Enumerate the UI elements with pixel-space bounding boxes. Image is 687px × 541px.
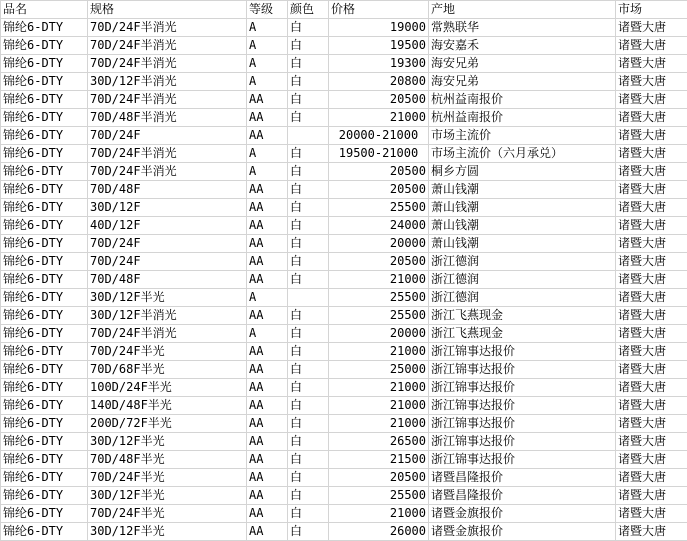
- table-row: [1, 343, 687, 361]
- product-cell: 锦纶6-DTY: [1, 253, 88, 271]
- table-row: [1, 55, 687, 73]
- price-cell: 20000-21000: [329, 127, 429, 145]
- product-cell: 锦纶6-DTY: [1, 127, 88, 145]
- color-cell: 白: [288, 307, 329, 325]
- spec-cell: 100D/24F半光: [88, 379, 247, 397]
- market-cell: 诸暨大唐: [616, 109, 687, 127]
- product-cell: 锦纶6-DTY: [1, 343, 88, 361]
- grade-cell: AA: [247, 127, 288, 145]
- color-cell: 白: [288, 523, 329, 541]
- product-cell: 锦纶6-DTY: [1, 379, 88, 397]
- grade-cell: AA: [247, 379, 288, 397]
- header-spec: 规格: [88, 1, 247, 19]
- market-cell: 诸暨大唐: [616, 361, 687, 379]
- origin-cell: 浙江锦事达报价: [429, 361, 616, 379]
- grade-cell: AA: [247, 199, 288, 217]
- color-cell: 白: [288, 235, 329, 253]
- header-origin: 产地: [429, 1, 616, 19]
- table-row: [1, 217, 687, 235]
- color-cell: 白: [288, 163, 329, 181]
- table-row: [1, 451, 687, 469]
- product-cell: 锦纶6-DTY: [1, 487, 88, 505]
- color-cell: 白: [288, 433, 329, 451]
- market-cell: 诸暨大唐: [616, 397, 687, 415]
- market-cell: 诸暨大唐: [616, 505, 687, 523]
- table-row: [1, 325, 687, 343]
- grade-cell: AA: [247, 505, 288, 523]
- origin-cell: 海安兄弟: [429, 55, 616, 73]
- spec-cell: 70D/48F: [88, 181, 247, 199]
- spec-cell: 70D/24F半消光: [88, 163, 247, 181]
- spec-cell: 70D/24F半消光: [88, 91, 247, 109]
- product-cell: 锦纶6-DTY: [1, 505, 88, 523]
- color-cell: 白: [288, 145, 329, 163]
- color-cell: 白: [288, 55, 329, 73]
- grade-cell: AA: [247, 235, 288, 253]
- table-row: [1, 145, 687, 163]
- table-row: [1, 415, 687, 433]
- grade-cell: AA: [247, 307, 288, 325]
- header-product: 品名: [1, 1, 88, 19]
- price-cell: 20500: [329, 181, 429, 199]
- origin-cell: 浙江锦事达报价: [429, 397, 616, 415]
- origin-cell: 常熟联华: [429, 19, 616, 37]
- product-cell: 锦纶6-DTY: [1, 433, 88, 451]
- grade-cell: A: [247, 163, 288, 181]
- table-row: [1, 289, 687, 307]
- spec-cell: 70D/24F半消光: [88, 37, 247, 55]
- price-cell: 20500: [329, 469, 429, 487]
- spec-cell: 30D/12F半消光: [88, 307, 247, 325]
- origin-cell: 海安嘉禾: [429, 37, 616, 55]
- grade-cell: AA: [247, 253, 288, 271]
- origin-cell: 诸暨金旗报价: [429, 523, 616, 541]
- spec-cell: 30D/12F半消光: [88, 73, 247, 91]
- grade-cell: AA: [247, 181, 288, 199]
- origin-cell: 萧山钱潮: [429, 181, 616, 199]
- price-cell: 21000: [329, 397, 429, 415]
- grade-cell: AA: [247, 469, 288, 487]
- origin-cell: 诸暨昌隆报价: [429, 487, 616, 505]
- spec-cell: 40D/12F: [88, 217, 247, 235]
- product-cell: 锦纶6-DTY: [1, 55, 88, 73]
- price-cell: 20500: [329, 91, 429, 109]
- color-cell: 白: [288, 181, 329, 199]
- table-row: [1, 361, 687, 379]
- origin-cell: 杭州益南报价: [429, 109, 616, 127]
- table-row: [1, 235, 687, 253]
- header-price: 价格: [329, 1, 429, 19]
- price-cell: 24000: [329, 217, 429, 235]
- color-cell: 白: [288, 37, 329, 55]
- product-cell: 锦纶6-DTY: [1, 181, 88, 199]
- product-cell: 锦纶6-DTY: [1, 271, 88, 289]
- product-cell: 锦纶6-DTY: [1, 397, 88, 415]
- color-cell: 白: [288, 379, 329, 397]
- color-cell: 白: [288, 73, 329, 91]
- market-cell: 诸暨大唐: [616, 523, 687, 541]
- table-row: [1, 397, 687, 415]
- market-cell: 诸暨大唐: [616, 433, 687, 451]
- origin-cell: 海安兄弟: [429, 73, 616, 91]
- market-cell: 诸暨大唐: [616, 127, 687, 145]
- price-cell: 21000: [329, 109, 429, 127]
- table-row: [1, 253, 687, 271]
- origin-cell: 萧山钱潮: [429, 199, 616, 217]
- grade-cell: AA: [247, 487, 288, 505]
- spec-cell: 70D/68F半光: [88, 361, 247, 379]
- price-cell: 20500: [329, 163, 429, 181]
- market-cell: 诸暨大唐: [616, 325, 687, 343]
- origin-cell: 浙江锦事达报价: [429, 379, 616, 397]
- origin-cell: 浙江锦事达报价: [429, 451, 616, 469]
- price-cell: 21000: [329, 415, 429, 433]
- grade-cell: AA: [247, 397, 288, 415]
- market-cell: 诸暨大唐: [616, 19, 687, 37]
- price-cell: 26500: [329, 433, 429, 451]
- price-cell: 25500: [329, 289, 429, 307]
- origin-cell: 诸暨昌隆报价: [429, 469, 616, 487]
- color-cell: 白: [288, 109, 329, 127]
- table-row: [1, 307, 687, 325]
- market-cell: 诸暨大唐: [616, 289, 687, 307]
- spec-cell: 70D/24F半光: [88, 505, 247, 523]
- product-cell: 锦纶6-DTY: [1, 523, 88, 541]
- color-cell: 白: [288, 469, 329, 487]
- spec-cell: 70D/24F半消光: [88, 55, 247, 73]
- market-cell: 诸暨大唐: [616, 55, 687, 73]
- market-cell: 诸暨大唐: [616, 271, 687, 289]
- market-cell: 诸暨大唐: [616, 163, 687, 181]
- price-cell: 21000: [329, 505, 429, 523]
- market-cell: 诸暨大唐: [616, 469, 687, 487]
- price-cell: 21500: [329, 451, 429, 469]
- grade-cell: AA: [247, 415, 288, 433]
- product-cell: 锦纶6-DTY: [1, 361, 88, 379]
- price-cell: 21000: [329, 271, 429, 289]
- product-cell: 锦纶6-DTY: [1, 217, 88, 235]
- product-cell: 锦纶6-DTY: [1, 307, 88, 325]
- product-cell: 锦纶6-DTY: [1, 37, 88, 55]
- table-row: [1, 163, 687, 181]
- spec-cell: 70D/48F半消光: [88, 109, 247, 127]
- market-cell: 诸暨大唐: [616, 415, 687, 433]
- grade-cell: AA: [247, 109, 288, 127]
- origin-cell: 市场主流价（六月承兑）: [429, 145, 616, 163]
- spec-cell: 70D/48F半光: [88, 451, 247, 469]
- origin-cell: 萧山钱潮: [429, 235, 616, 253]
- price-cell: 20800: [329, 73, 429, 91]
- market-cell: 诸暨大唐: [616, 307, 687, 325]
- price-cell: 20000: [329, 235, 429, 253]
- table-row: [1, 199, 687, 217]
- spec-cell: 30D/12F: [88, 199, 247, 217]
- table-row: [1, 379, 687, 397]
- market-cell: 诸暨大唐: [616, 91, 687, 109]
- grade-cell: AA: [247, 217, 288, 235]
- table-row: [1, 469, 687, 487]
- product-cell: 锦纶6-DTY: [1, 325, 88, 343]
- product-cell: 锦纶6-DTY: [1, 199, 88, 217]
- origin-cell: 诸暨金旗报价: [429, 505, 616, 523]
- product-cell: 锦纶6-DTY: [1, 145, 88, 163]
- grade-cell: AA: [247, 361, 288, 379]
- price-cell: 25000: [329, 361, 429, 379]
- price-cell: 25500: [329, 487, 429, 505]
- market-cell: 诸暨大唐: [616, 199, 687, 217]
- price-cell: 20000: [329, 325, 429, 343]
- product-cell: 锦纶6-DTY: [1, 91, 88, 109]
- spec-cell: 200D/72F半光: [88, 415, 247, 433]
- product-cell: 锦纶6-DTY: [1, 109, 88, 127]
- origin-cell: 浙江锦事达报价: [429, 415, 616, 433]
- price-cell: 19000: [329, 19, 429, 37]
- market-cell: 诸暨大唐: [616, 379, 687, 397]
- grade-cell: AA: [247, 343, 288, 361]
- spec-cell: 70D/24F半光: [88, 469, 247, 487]
- price-cell: 25500: [329, 199, 429, 217]
- price-cell: 21000: [329, 379, 429, 397]
- table-row: [1, 109, 687, 127]
- product-cell: 锦纶6-DTY: [1, 235, 88, 253]
- table-row: [1, 181, 687, 199]
- color-cell: [288, 289, 329, 307]
- header-market: 市场: [616, 1, 687, 19]
- market-cell: 诸暨大唐: [616, 487, 687, 505]
- header-color: 颜色: [288, 1, 329, 19]
- origin-cell: 桐乡方圆: [429, 163, 616, 181]
- origin-cell: 杭州益南报价: [429, 91, 616, 109]
- color-cell: 白: [288, 271, 329, 289]
- market-cell: 诸暨大唐: [616, 343, 687, 361]
- origin-cell: 浙江德润: [429, 289, 616, 307]
- table-row: [1, 487, 687, 505]
- market-cell: 诸暨大唐: [616, 145, 687, 163]
- grade-cell: AA: [247, 271, 288, 289]
- market-cell: 诸暨大唐: [616, 73, 687, 91]
- price-cell: 25500: [329, 307, 429, 325]
- spec-cell: 70D/24F半光: [88, 343, 247, 361]
- header-grade: 等级: [247, 1, 288, 19]
- color-cell: 白: [288, 253, 329, 271]
- price-cell: 26000: [329, 523, 429, 541]
- grade-cell: AA: [247, 451, 288, 469]
- table-body: [1, 19, 687, 541]
- grade-cell: A: [247, 289, 288, 307]
- grade-cell: A: [247, 145, 288, 163]
- color-cell: 白: [288, 217, 329, 235]
- spec-cell: 70D/24F半消光: [88, 325, 247, 343]
- origin-cell: 浙江锦事达报价: [429, 343, 616, 361]
- table-row: [1, 271, 687, 289]
- spec-cell: 30D/12F半光: [88, 289, 247, 307]
- origin-cell: 市场主流价: [429, 127, 616, 145]
- grade-cell: A: [247, 37, 288, 55]
- product-cell: 锦纶6-DTY: [1, 163, 88, 181]
- spec-cell: 30D/12F半光: [88, 433, 247, 451]
- color-cell: [288, 127, 329, 145]
- grade-cell: AA: [247, 523, 288, 541]
- origin-cell: 浙江飞燕现金: [429, 307, 616, 325]
- product-cell: 锦纶6-DTY: [1, 415, 88, 433]
- table-row: [1, 505, 687, 523]
- table-row: [1, 19, 687, 37]
- origin-cell: 浙江飞燕现金: [429, 325, 616, 343]
- price-cell: 21000: [329, 343, 429, 361]
- market-cell: 诸暨大唐: [616, 253, 687, 271]
- market-cell: 诸暨大唐: [616, 217, 687, 235]
- table-row: [1, 37, 687, 55]
- product-cell: 锦纶6-DTY: [1, 19, 88, 37]
- color-cell: 白: [288, 397, 329, 415]
- table-row: [1, 91, 687, 109]
- origin-cell: 浙江锦事达报价: [429, 433, 616, 451]
- price-cell: 19500: [329, 37, 429, 55]
- product-cell: 锦纶6-DTY: [1, 451, 88, 469]
- color-cell: 白: [288, 91, 329, 109]
- grade-cell: A: [247, 73, 288, 91]
- origin-cell: 浙江德润: [429, 253, 616, 271]
- origin-cell: 浙江德润: [429, 271, 616, 289]
- spec-cell: 70D/24F半消光: [88, 19, 247, 37]
- grade-cell: AA: [247, 433, 288, 451]
- table-row: [1, 433, 687, 451]
- market-cell: 诸暨大唐: [616, 451, 687, 469]
- price-cell: 19300: [329, 55, 429, 73]
- price-cell: 20500: [329, 253, 429, 271]
- product-cell: 锦纶6-DTY: [1, 73, 88, 91]
- product-cell: 锦纶6-DTY: [1, 289, 88, 307]
- market-cell: 诸暨大唐: [616, 235, 687, 253]
- color-cell: 白: [288, 361, 329, 379]
- grade-cell: A: [247, 19, 288, 37]
- color-cell: 白: [288, 505, 329, 523]
- spec-cell: 70D/24F半消光: [88, 145, 247, 163]
- color-cell: 白: [288, 325, 329, 343]
- spec-cell: 70D/24F: [88, 127, 247, 145]
- header-row: [1, 1, 687, 19]
- market-cell: 诸暨大唐: [616, 37, 687, 55]
- color-cell: 白: [288, 487, 329, 505]
- grade-cell: A: [247, 55, 288, 73]
- origin-cell: 萧山钱潮: [429, 217, 616, 235]
- table-row: [1, 523, 687, 541]
- spec-cell: 70D/48F: [88, 271, 247, 289]
- table-row: [1, 73, 687, 91]
- color-cell: 白: [288, 451, 329, 469]
- color-cell: 白: [288, 199, 329, 217]
- table-row: [1, 127, 687, 145]
- market-cell: 诸暨大唐: [616, 181, 687, 199]
- color-cell: 白: [288, 415, 329, 433]
- spec-cell: 30D/12F半光: [88, 523, 247, 541]
- product-cell: 锦纶6-DTY: [1, 469, 88, 487]
- color-cell: 白: [288, 343, 329, 361]
- price-cell: 19500-21000: [329, 145, 429, 163]
- spec-cell: 70D/24F: [88, 235, 247, 253]
- spec-cell: 140D/48F半光: [88, 397, 247, 415]
- spec-cell: 30D/12F半光: [88, 487, 247, 505]
- grade-cell: A: [247, 325, 288, 343]
- color-cell: 白: [288, 19, 329, 37]
- grade-cell: AA: [247, 91, 288, 109]
- spec-cell: 70D/24F: [88, 253, 247, 271]
